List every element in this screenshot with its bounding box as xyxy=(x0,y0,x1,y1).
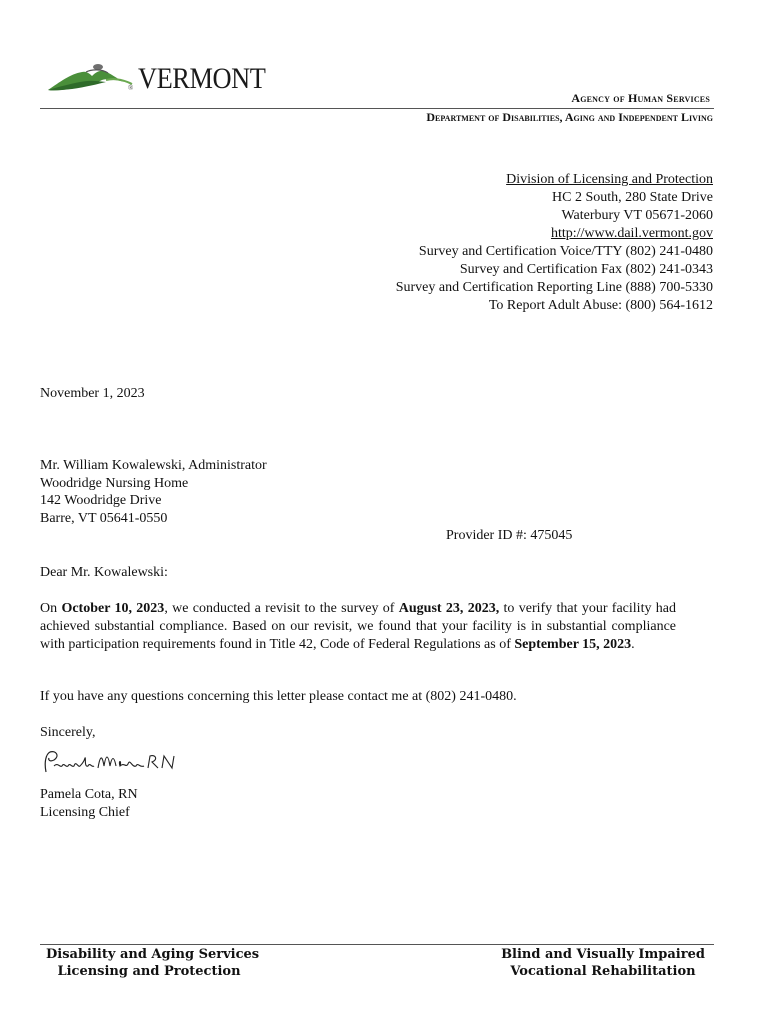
agency-name: Agency of Human Services xyxy=(571,91,710,105)
reporting-line: Survey and Certification Reporting Line (888) 700-5330 xyxy=(395,280,713,295)
division-name: Division of Licensing and Protection xyxy=(506,172,713,187)
address-block xyxy=(396,171,713,315)
recipient-facility: Woodridge Nursing Home xyxy=(40,475,189,491)
address-city: Waterbury VT 05671-2060 xyxy=(561,208,713,223)
compliance-date: September 15, 2023 xyxy=(514,637,632,652)
signer-title: Licensing Chief xyxy=(40,804,130,820)
footer-right: Blind and Visually Impaired Vocational Rehabilitation xyxy=(501,947,705,979)
signer-name: Pamela Cota, RN xyxy=(40,787,138,802)
abuse-report-line: To Report Adult Abuse: (800) 564-1612 xyxy=(488,298,713,313)
recipient-city: Barre, VT 05641-0550 xyxy=(40,510,168,526)
logo-wordmark: VERMONT xyxy=(138,62,266,95)
mountain-logo-icon xyxy=(46,60,138,98)
voice-phone: Survey and Certification Voice/TTY (802) 241-0480 xyxy=(418,244,713,259)
recipient-name: Mr. William Kowalewski, Administrator xyxy=(40,458,267,473)
footer-divider xyxy=(40,944,714,945)
signer-block xyxy=(40,786,138,821)
registered-mark: ® xyxy=(128,84,134,92)
body-paragraph-2: If you have any questions concerning this letter please contact me at (802) 241-0480. xyxy=(40,689,517,704)
salutation: Dear Mr. Kowalewski: xyxy=(40,565,168,580)
survey-date: August 23, 2023, xyxy=(398,601,500,616)
vermont-logo xyxy=(46,60,286,100)
handwritten-signature-icon xyxy=(40,748,190,780)
footer-left: Disability and Aging Services Licensing and Protection xyxy=(46,947,260,979)
signature xyxy=(40,748,190,780)
provider-id: Provider ID #: 475045 xyxy=(446,528,573,543)
website-link[interactable]: http://www.dail.vermont.gov xyxy=(550,226,713,241)
letter-date: November 1, 2023 xyxy=(40,386,145,401)
closing: Sincerely, xyxy=(40,725,96,740)
header-divider xyxy=(40,108,714,109)
fax-number: Survey and Certification Fax (802) 241-0343 xyxy=(459,262,713,277)
revisit-date: October 10, 2023 xyxy=(61,601,165,616)
body-paragraph-1: On October 10, 2023, we conducted a revisit to the survey of August 23, 2023, to verify that your facility had achieved substantial compliance. Based on our revisit, we found that your facility is in substantial compliance with participation requirements found in Title 42, Code of Federal Regulations as of September 15, 2023. xyxy=(40,601,676,652)
recipient-street: 142 Woodridge Drive xyxy=(40,493,162,508)
recipient-block xyxy=(40,457,267,527)
address-street: HC 2 South, 280 State Drive xyxy=(552,190,713,205)
department-name: Department of Disabilities, Aging and Independent Living xyxy=(426,110,713,124)
